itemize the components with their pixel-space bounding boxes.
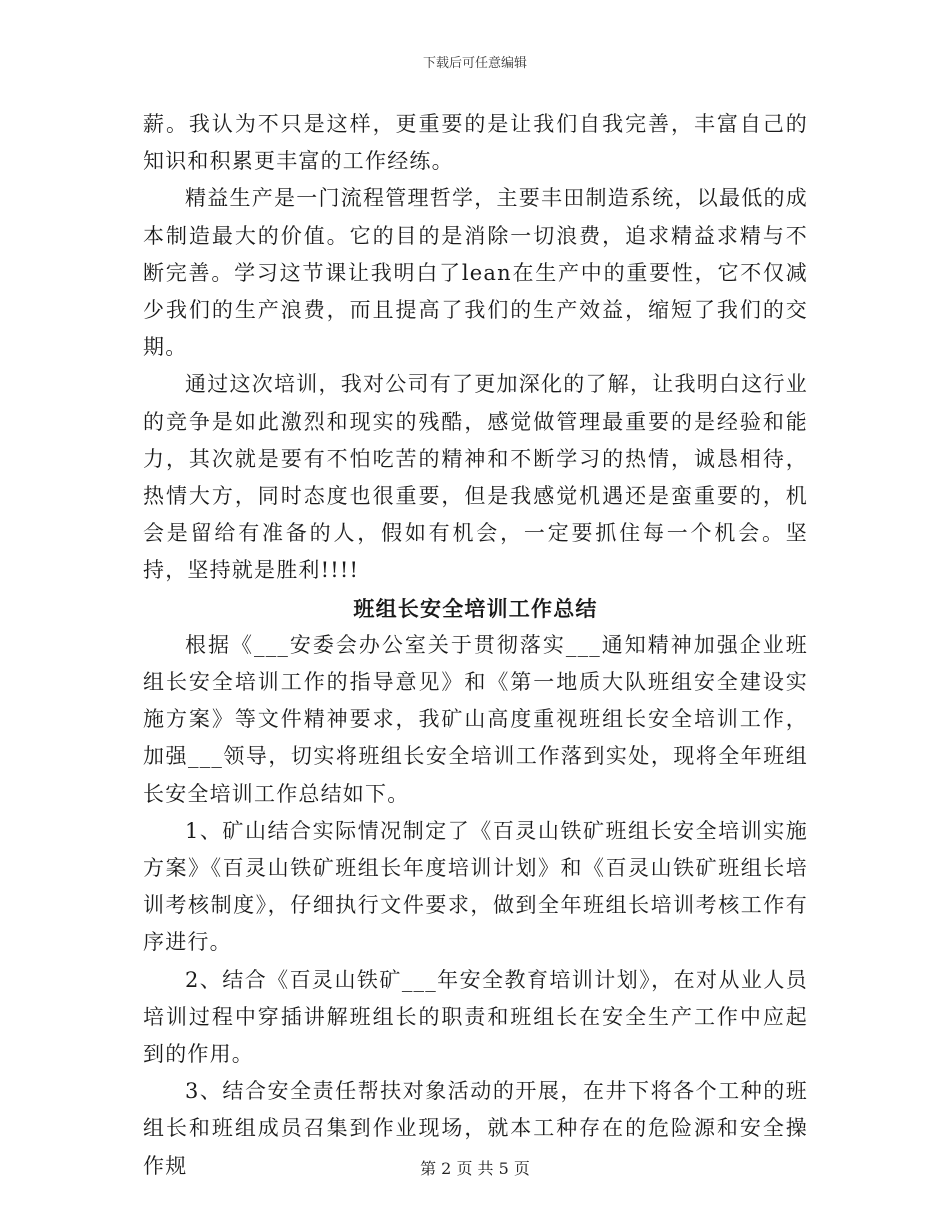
paragraph-lean: 精益生产是一门流程管理哲学，主要丰田制造系统，以最低的成本制造最大的价值。它的目的是消除一切浪费，追求精益求精与不断完善。学习这节课让我明白了lean在生产中的重要性，它不仅减少我们的生产浪费，而且提高了我们的生产效益，缩短了我们的交期。 <box>143 186 808 360</box>
document-body <box>143 106 808 1185</box>
list-item-1: 1、矿山结合实际情况制定了《百灵山铁矿班组长安全培训实施方案》《百灵山铁矿班组长年度培训计划》和《百灵山铁矿班组长培训考核制度》，仔细执行文件要求，做到全年班组长培训考核工作有序进行。 <box>143 818 808 955</box>
page-header: 下载后可任意编辑 <box>422 56 527 71</box>
paragraph-intro: 根据《___安委会办公室关于贯彻落实___通知精神加强企业班组长安全培训工作的指导意见》和《第一地质大队班组安全建设实施方案》等文件精神要求，我矿山高度重视班组长安全培训工作，加强___领导，切实将班组长安全培训工作落到实处，现将全年班组长安全培训工作总结如下。 <box>143 632 808 806</box>
section-title: 班组长安全培训工作总结 <box>353 595 598 621</box>
paragraph-training: 通过这次培训，我对公司有了更加深化的了解，让我明白这行业的竞争是如此激烈和现实的残酷，感觉做管理最重要的是经验和能力，其次就是要有不怕吃苦的精神和不断学习的热情，诚恳相待，热情大方，同时态度也很重要，但是我感觉机遇还是蛮重要的，机会是留给有准备的人，假如有机会，一定要抓住每一个机会。坚持，坚持就是胜利!!!! <box>143 372 808 583</box>
list-item-2: 2、结合《百灵山铁矿___年安全教育培训计划》，在对从业人员培训过程中穿插讲解班组长的职责和班组长在安全生产工作中应起到的作用。 <box>143 967 808 1067</box>
paragraph-continued: 薪。我认为不只是这样，更重要的是让我们自我完善，丰富自己的知识和积累更丰富的工作经练。 <box>143 112 808 174</box>
page-footer: 第 2 页 共 5 页 <box>420 1159 530 1178</box>
list-item-3: 3、结合安全责任帮扶对象活动的开展，在井下将各个工种的班组长和班组成员召集到作业现场，就本工种存在的危险源和安全操作规 <box>143 1079 808 1178</box>
